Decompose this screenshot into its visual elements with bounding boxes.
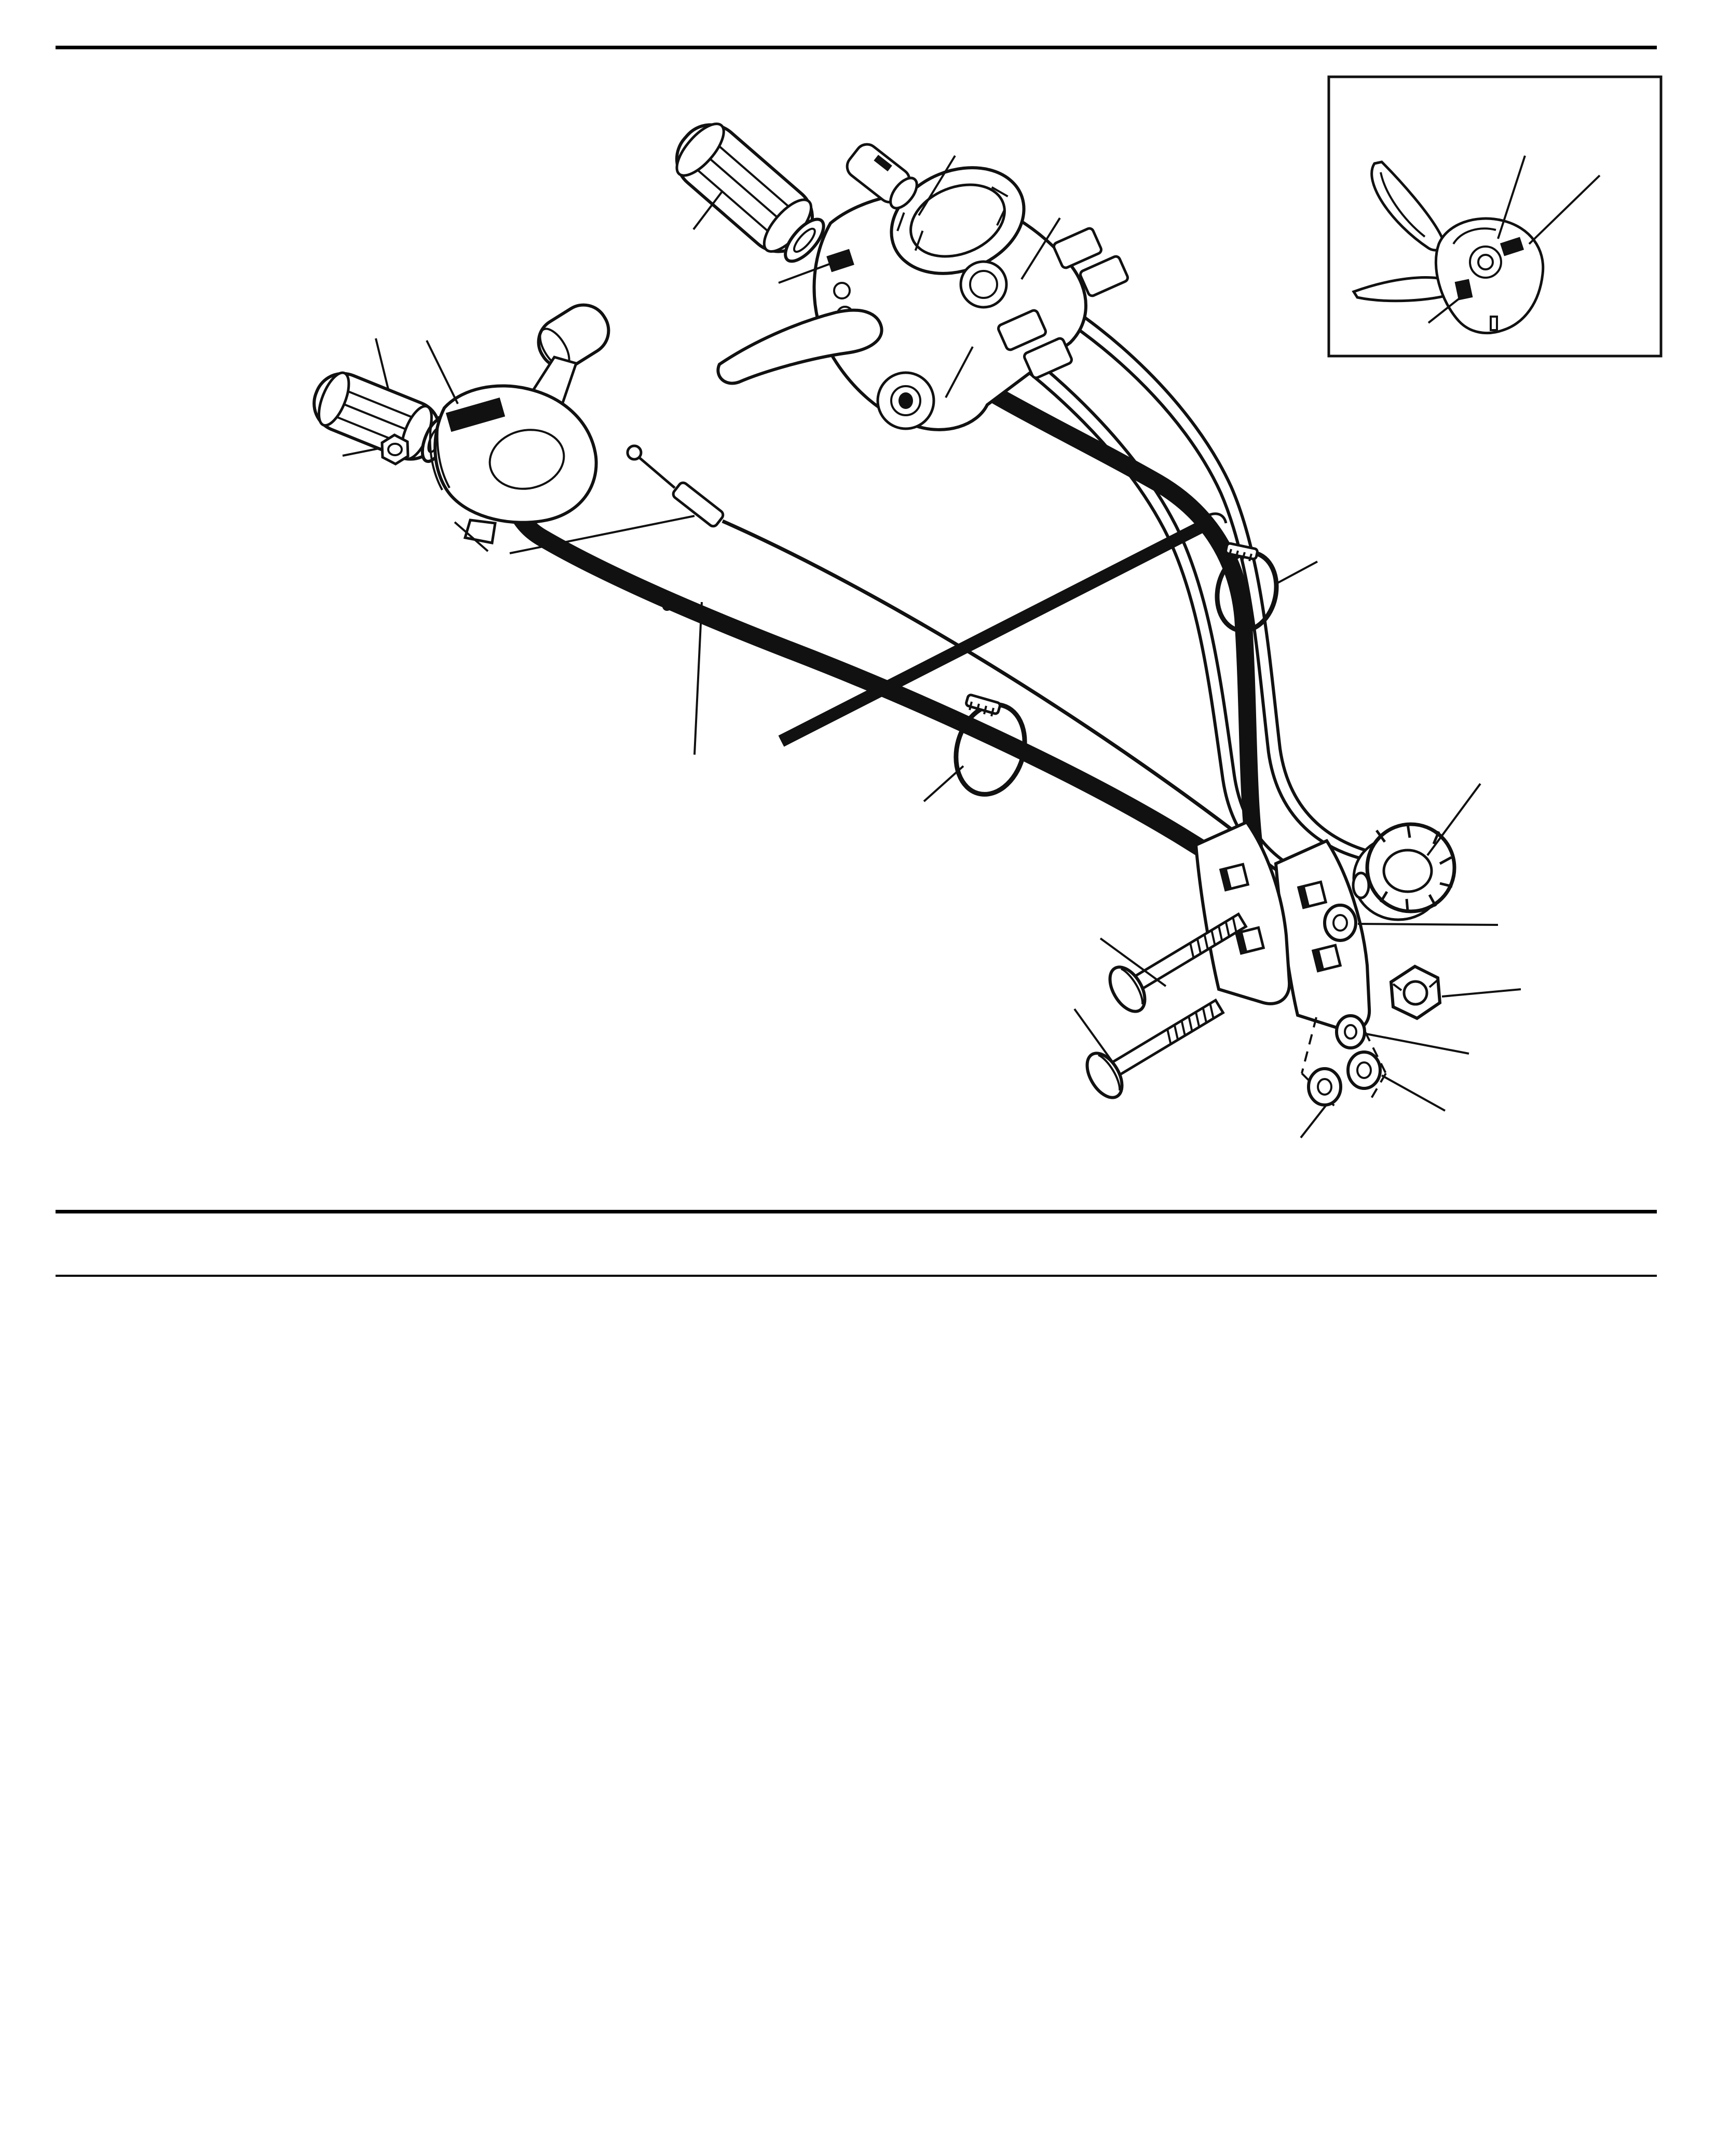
bolt-4 [1080, 986, 1232, 1103]
nut-13 [382, 435, 408, 464]
grip-left [306, 365, 455, 470]
grip-top [664, 112, 835, 273]
washer-3-lower [1348, 1052, 1380, 1088]
throttle-control [430, 296, 618, 543]
mount-plate-left [1196, 822, 1289, 1004]
washer-16 [1325, 905, 1356, 940]
table-header-rule [56, 1275, 1657, 1277]
table-header [56, 1244, 1657, 1273]
washer-14 [1309, 1069, 1341, 1105]
washer-3-upper [1337, 1016, 1365, 1048]
throttle-housing [435, 386, 596, 522]
inset-box [1329, 77, 1661, 356]
nut-15 [1391, 966, 1440, 1018]
table-title-rule [56, 1210, 1657, 1213]
